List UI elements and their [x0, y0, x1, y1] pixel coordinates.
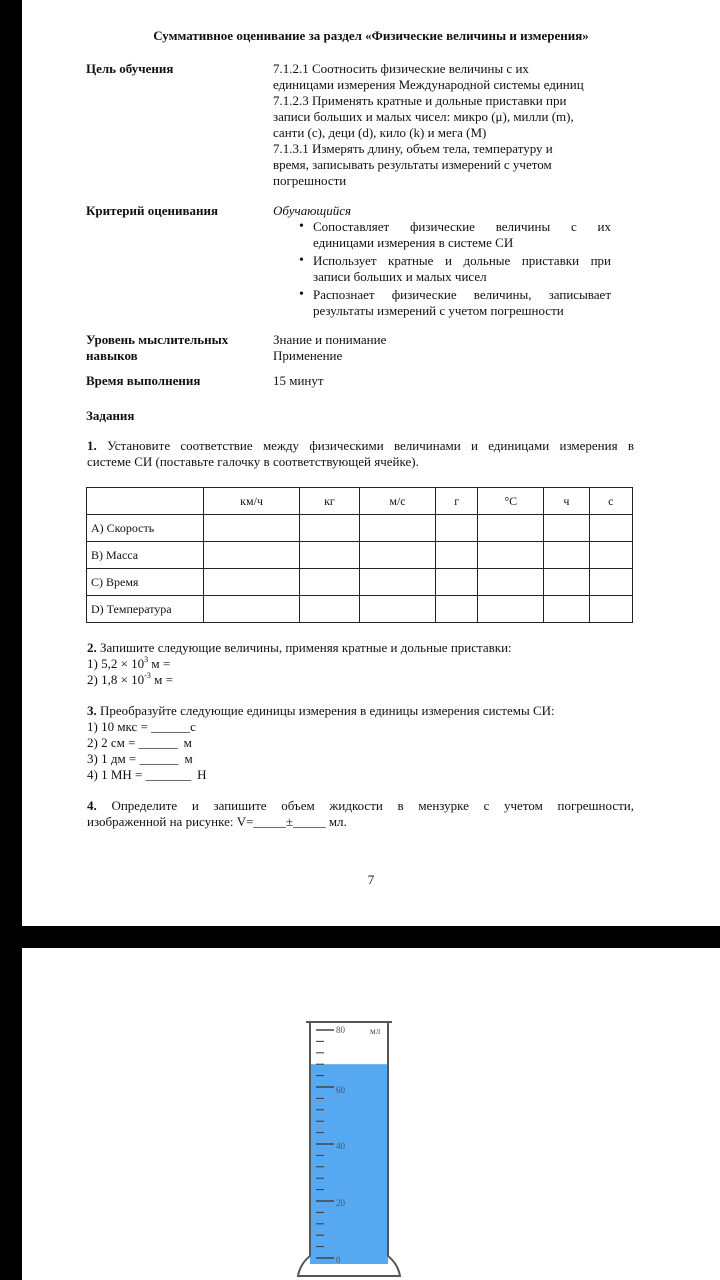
answer-cell[interactable]	[589, 569, 632, 596]
goal-line: санти (с), деци (d), кило (k) и мега (M)	[273, 125, 487, 140]
answer-cell[interactable]	[204, 515, 300, 542]
answer-cell[interactable]	[300, 596, 360, 623]
answer-cell[interactable]	[478, 542, 544, 569]
unit-label: мл	[370, 1026, 381, 1036]
answer-cell[interactable]	[204, 596, 300, 623]
quantity-label: C) Время	[87, 569, 204, 596]
quantity-label: B) Масса	[87, 542, 204, 569]
criteria-subject: Обучающийся	[273, 203, 352, 218]
criteria-item: • Использует кратные и дольные приставки при записи больших и малых чисел	[273, 253, 611, 285]
task3-item: 4) 1 МН = _______ Н	[87, 767, 207, 782]
table-row	[87, 596, 633, 623]
tick-label: 80	[336, 1025, 345, 1035]
goal-text	[273, 61, 633, 189]
answer-cell[interactable]	[359, 569, 435, 596]
page-number: 7	[367, 872, 375, 887]
answer-cell[interactable]	[589, 596, 632, 623]
criteria-label: Критерий оценивания	[86, 203, 219, 218]
tick-label: 60	[336, 1085, 345, 1095]
task2-item: 1) $5,2 \times 10^3$ м =	[87, 655, 171, 671]
criteria-item: • Сопоставляет физические величины с их единицами измерения в системе СИ	[273, 219, 611, 251]
skills-value: Знание и понимание Применение	[273, 332, 387, 363]
goal-line: единицами измерения Международной системы единиц	[273, 77, 584, 92]
goal-line: 7.1.3.1 Измерять длину, объем тела, температуру и	[273, 141, 553, 156]
task1-text: 1. Установите соответствие между физическими величинами и единицами измерения в системе СИ (поставьте галочку в соответствующей ячейке).	[87, 438, 635, 469]
duration-value: 15 минут	[273, 373, 324, 388]
task2-item: 2) $1,8 \times 10^{-3}$ м =	[87, 671, 173, 687]
answer-cell[interactable]	[478, 515, 544, 542]
task3-item: 1) 10 мкс = ______с	[87, 719, 196, 734]
goal-label: Цель обучения	[86, 61, 174, 76]
answer-cell[interactable]	[204, 542, 300, 569]
answer-cell[interactable]	[544, 596, 589, 623]
unit-header: км/ч	[204, 488, 300, 515]
table-row	[87, 542, 633, 569]
answer-cell[interactable]	[478, 569, 544, 596]
matching-table	[86, 487, 633, 623]
task3-item: 2) 2 см = ______ м	[87, 735, 192, 750]
answer-cell[interactable]	[589, 515, 632, 542]
task3-item: 3) 1 дм = ______ м	[87, 751, 193, 766]
criteria-item: • Распознает физические величины, записывает результаты измерений с учетом погрешности	[273, 287, 611, 319]
document-page-2	[22, 948, 720, 1280]
answer-cell[interactable]	[359, 596, 435, 623]
table-header-row	[87, 488, 633, 515]
document-title: Суммативное оценивание за раздел «Физические величины и измерения»	[153, 28, 589, 43]
document-page-1	[22, 0, 720, 926]
answer-cell[interactable]	[300, 515, 360, 542]
unit-header: с	[589, 488, 632, 515]
answer-cell[interactable]	[478, 596, 544, 623]
goal-line: записи больших и малых чисел: микро (μ), милли (m),	[273, 109, 574, 124]
tick-label: 40	[336, 1141, 345, 1151]
answer-cell[interactable]	[544, 569, 589, 596]
task3: 3. Преобразуйте следующие единицы измерения в единицы измерения системы СИ: 1) 10 мкс = ______с 2) 2 см = ______ м 3) 1 дм = ______ м 4) 1 МН = _______ Н	[87, 703, 555, 782]
quantity-label: A) Скорость	[87, 515, 204, 542]
unit-header: г	[436, 488, 478, 515]
quantity-label: D) Температура	[87, 596, 204, 623]
table-row	[87, 515, 633, 542]
liquid-fill	[310, 1064, 388, 1264]
answer-cell[interactable]	[204, 569, 300, 596]
measuring-cylinder	[294, 1018, 424, 1280]
answer-cell[interactable]	[359, 515, 435, 542]
criteria-text	[273, 203, 611, 319]
table-row	[87, 569, 633, 596]
goal-line: время, записывать результаты измерений с учетом	[273, 157, 552, 172]
tick-label: 20	[336, 1198, 345, 1208]
task2: 2. Запишите следующие величины, применяя кратные и дольные приставки: 1) $5,2 \times 10^3$ м = 2) $1,8 \times 10^{-3}$ м =	[87, 640, 512, 687]
answer-cell[interactable]	[436, 515, 478, 542]
unit-header: м/с	[359, 488, 435, 515]
tick-label: 0	[336, 1255, 341, 1265]
unit-header: ч	[544, 488, 589, 515]
tasks-heading: Задания	[86, 408, 135, 423]
answer-cell[interactable]	[544, 542, 589, 569]
duration-label: Время выполнения	[86, 373, 201, 388]
unit-header: °С	[478, 488, 544, 515]
goal-line: погрешности	[273, 173, 347, 188]
answer-cell[interactable]	[544, 515, 589, 542]
criteria-list	[273, 219, 611, 319]
answer-cell[interactable]	[436, 542, 478, 569]
goal-line: 7.1.2.3 Применять кратные и дольные приставки при	[273, 93, 567, 108]
task4: 4. Определите и запишите объем жидкости в мензурке с учетом погрешности, изображенной на рисунке: V=_____±_____ мл.	[87, 798, 635, 829]
goal-line: 7.1.2.1 Соотносить физические величины с их	[273, 61, 529, 76]
unit-header: кг	[300, 488, 360, 515]
skills-label: Уровень мыслительных навыков	[86, 332, 229, 363]
answer-cell[interactable]	[300, 569, 360, 596]
answer-cell[interactable]	[589, 542, 632, 569]
answer-cell[interactable]	[359, 542, 435, 569]
answer-cell[interactable]	[300, 542, 360, 569]
answer-cell[interactable]	[436, 569, 478, 596]
answer-cell[interactable]	[436, 596, 478, 623]
